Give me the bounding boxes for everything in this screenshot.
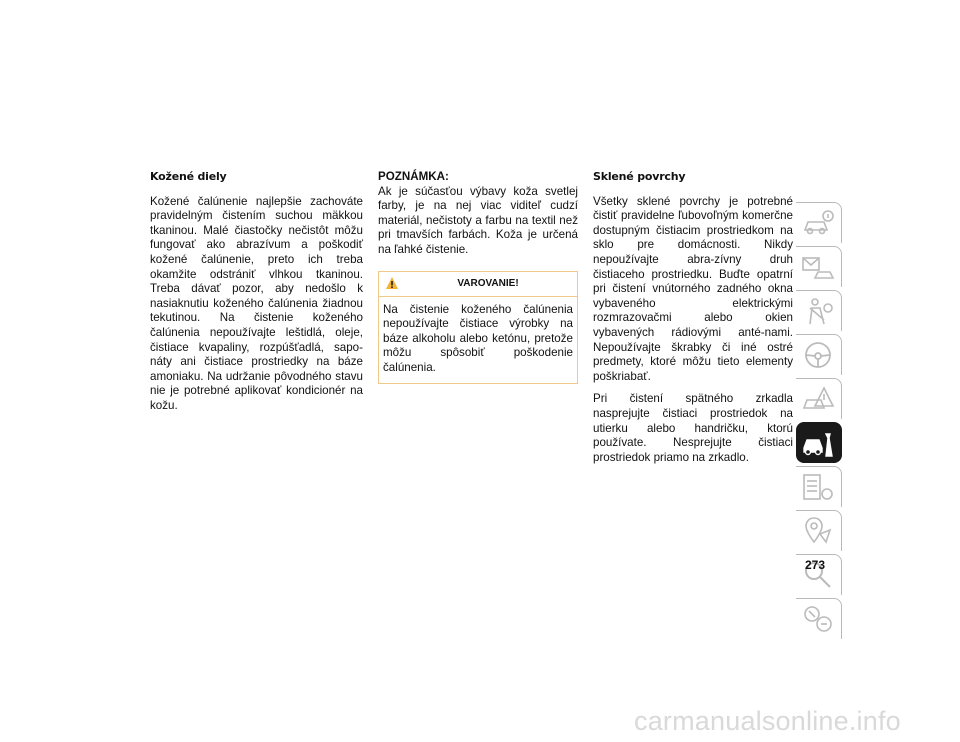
leather-paragraph: Kožené čalúnenie najlepšie zachováte pravidelným čistením suchou mäkkou tkaninou. Malé čiastočky nečistôt môžu fungovať ako abrazívum a poškodiť kožené čalúnenie, preto ich treba okamžite odstrániť vlhkou tkaninou. Treba dávať pozor, aby nedošlo k nasiaknutiu koženého čalúnenia žiadnou tekutinou. Na čistenie koženého čalúnenia nepoužívajte leštidlá, oleje, čistiace kvapaliny, rozpúšťadlá, sapo-náty ani čistiace prostriedky na báze amoniaku. Na udržanie pôvodného stavu nie je potrebné aplikovať kondicionér na kožu. <box>150 194 363 412</box>
side-tab-index <box>796 202 842 642</box>
tab-seatbelt[interactable] <box>796 290 842 331</box>
car-info-icon <box>800 206 836 240</box>
column-note <box>378 170 578 384</box>
glass-paragraph-2: Pri čistení spätného zrkadla nasprejujte čistiaci prostriedok na utierku alebo handričku, ktorú používate. Nesprejujte čistiaci prostriedok priamo na zrkadlo. <box>593 392 793 464</box>
location-pin-icon <box>800 514 836 548</box>
seatbelt-icon <box>800 294 836 328</box>
tab-car-wrench[interactable] <box>796 422 842 463</box>
warning-box <box>378 271 578 384</box>
column-leather <box>150 170 363 422</box>
car-wrench-icon <box>800 426 836 460</box>
glass-paragraph-1: Všetky sklené povrchy je potrebné čistiť pravidelne ľubovoľným komerčne dostupným čistiacim prostriedkom na sklo pre domácnosti. Nikdy nepoužívajte abra-zívny druh čistiaceho prostriedku. Buďte opatrní pri čistení vnútorného zadného okna vybaveného elektrickými rozmrazovačmi alebo okien vybavených rádiovými anté-nami. Nepoužívajte škrabky či iné ostré predmety, ktoré môžu tieto elementy poškriabať. <box>593 194 793 383</box>
note-text: Ak je súčasťou výbavy koža svetlej farby, je na nej viac viditeľ cudzí materiál, nečistoty a farbu na textil než pri tmavších farbách. Koža je určená na ľahké čistenie. <box>378 184 578 256</box>
warning-car-icon <box>800 382 836 416</box>
watermark: carmanualsonline.info <box>634 706 901 736</box>
tab-location[interactable] <box>796 510 842 551</box>
tab-steering-wheel[interactable] <box>796 334 842 375</box>
tab-envelope-car[interactable] <box>796 246 842 287</box>
steering-wheel-icon <box>800 338 836 372</box>
checklist-wrench-icon <box>800 470 836 504</box>
warning-text: Na čistenie koženého čalúnenia nepoužívajte čistiace výrobky na báze alkoholu alebo ketónu, pretože môžu spôsobiť poškodenie čalúnenia. <box>383 302 573 374</box>
section-heading-glass: Sklené povrchy <box>593 170 686 183</box>
page-number: 273 <box>804 558 826 572</box>
tab-checklist-wrench[interactable] <box>796 466 842 507</box>
tab-language[interactable] <box>796 598 842 639</box>
warning-header <box>379 272 577 297</box>
section-heading-leather: Kožené diely <box>150 170 227 183</box>
tab-car-info[interactable] <box>796 202 842 243</box>
warning-title: VAROVANIE! <box>457 277 519 289</box>
tab-warning-car[interactable] <box>796 378 842 419</box>
note-title: POZNÁMKA: <box>378 170 449 183</box>
envelope-car-icon <box>800 250 836 284</box>
column-glass <box>593 170 793 473</box>
language-settings-icon <box>800 602 836 636</box>
